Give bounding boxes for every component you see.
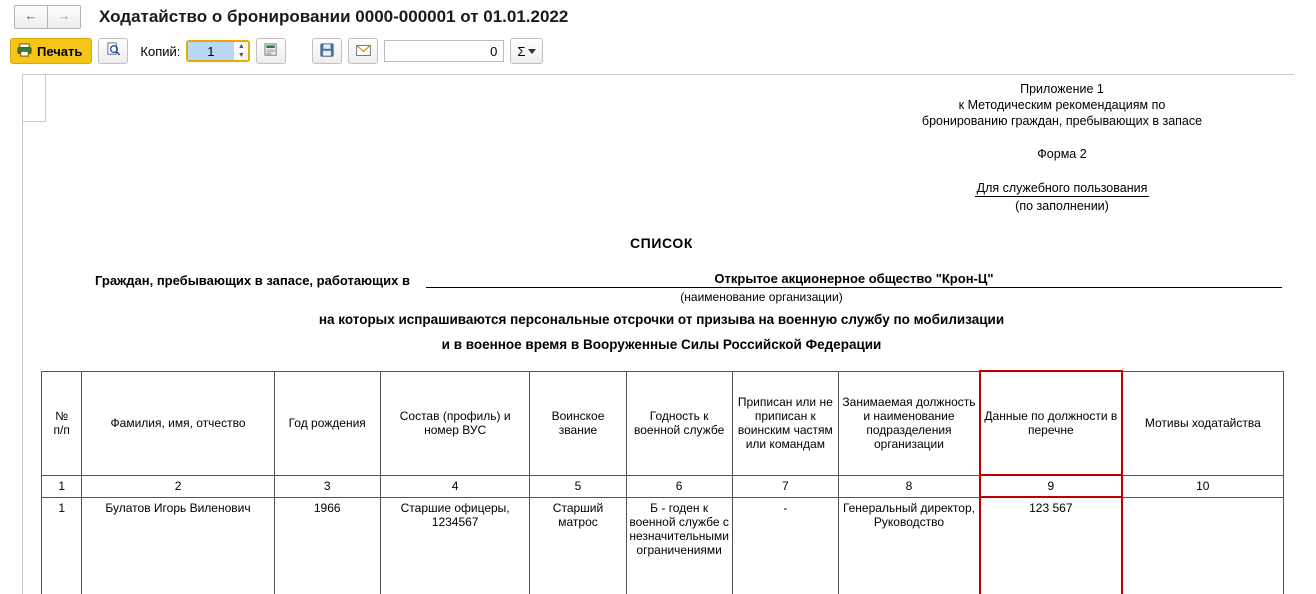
- column-number: 7: [732, 475, 838, 497]
- chevron-down-icon[interactable]: [528, 49, 536, 54]
- number-field[interactable]: [384, 40, 504, 62]
- sigma-icon: Σ: [517, 43, 526, 59]
- header-num-line1: №: [55, 409, 69, 423]
- print-preview-icon: [106, 42, 121, 60]
- copies-spin-arrows[interactable]: [233, 42, 248, 60]
- back-arrow-icon[interactable]: ←: [14, 5, 47, 29]
- copies-input[interactable]: [188, 42, 233, 60]
- column-number: 3: [274, 475, 380, 497]
- persons-table: [41, 370, 1284, 594]
- header-num-line2: п/п: [53, 423, 70, 437]
- cell-birth-year: 1966: [274, 497, 380, 594]
- column-number: 6: [626, 475, 732, 497]
- mail-icon: [356, 44, 371, 59]
- organization-name: Открытое акционерное общество "Крон-Ц": [714, 271, 994, 286]
- cell-row-number: 1: [42, 497, 82, 594]
- table-header-cell: [42, 371, 82, 475]
- copies-stepper[interactable]: [186, 40, 250, 62]
- table-row[interactable]: [42, 497, 1284, 594]
- navigation-buttons: [14, 5, 81, 29]
- cell-position: Генеральный директор, Руководство: [838, 497, 980, 594]
- organization-label: Граждан, пребывающих в запасе, работающих в: [95, 273, 410, 288]
- copies-label: Копий:: [140, 43, 181, 59]
- organization-caption: (наименование организации): [680, 290, 843, 304]
- cell-fitness: Б - годен к военной службе с незначительными ограничениями: [626, 497, 732, 594]
- column-number: 1: [42, 475, 82, 497]
- table-column-numbers-row: [42, 475, 1284, 497]
- organization-row: [41, 271, 1282, 288]
- document-body: [23, 75, 1294, 594]
- organization-value-wrap: [426, 271, 1282, 288]
- subtitle-line-2: и в военное время в Вооруженные Силы Российской Федерации: [441, 337, 882, 352]
- form-number: Форма 2: [1037, 147, 1087, 161]
- print-toolbar: [0, 34, 1316, 70]
- table-header-cell: Воинское звание: [530, 371, 626, 475]
- official-use-block: [852, 181, 1272, 213]
- page-setup-icon: [264, 43, 279, 60]
- page-title: Ходатайство о бронировании 0000-000001 от 01.01.2022: [99, 7, 569, 26]
- appendix-line-2: к Методическим рекомендациям по: [958, 98, 1166, 112]
- table-header-row: [42, 371, 1284, 475]
- official-use-label: Для служебного пользования: [976, 181, 1148, 195]
- column-number-highlighted: 9: [980, 475, 1122, 497]
- print-preview-button[interactable]: [98, 38, 128, 64]
- spin-up-icon[interactable]: ▲: [237, 43, 245, 50]
- column-number: 10: [1122, 475, 1284, 497]
- table-header-cell: Занимаемая должность и наименование подразделения организации: [838, 371, 980, 475]
- save-icon: [320, 43, 334, 60]
- table-header-cell: Год рождения: [274, 371, 380, 475]
- column-number: 5: [530, 475, 626, 497]
- sum-button[interactable]: [510, 38, 543, 64]
- window-header: [0, 0, 1316, 34]
- column-number: 8: [838, 475, 980, 497]
- appendix-block: [852, 81, 1272, 129]
- table-header-cell: Годность к военной службе: [626, 371, 732, 475]
- table-header-cell: Фамилия, имя, отчество: [82, 371, 274, 475]
- table-header-cell: Приписан или не приписан к воинским частям или командам: [732, 371, 838, 475]
- cell-list-data-highlighted: 123 567: [980, 497, 1122, 594]
- subtitle-line-1: на которых испрашиваются персональные отсрочки от призыва на военную службу по мобилизации: [318, 312, 1005, 327]
- table-header-cell-highlighted: Данные по должности в перечне: [980, 371, 1122, 475]
- cell-reasons: [1122, 497, 1284, 594]
- table-header-cell: Мотивы ходатайства: [1122, 371, 1284, 475]
- print-button[interactable]: [10, 38, 92, 64]
- document-heading: СПИСОК: [629, 235, 694, 251]
- official-use-sub: (по заполнении): [1015, 199, 1109, 213]
- printer-icon: [17, 43, 32, 60]
- appendix-line-3: бронированию граждан, пребывающих в запасе: [921, 114, 1203, 128]
- page-setup-button[interactable]: [256, 38, 286, 64]
- cell-rank: Старший матрос: [530, 497, 626, 594]
- print-button-label: Печать: [37, 43, 83, 59]
- spin-down-icon[interactable]: ▼: [237, 52, 245, 59]
- appendix-line-1: Приложение 1: [1020, 82, 1104, 96]
- cell-full-name: Булатов Игорь Виленович: [82, 497, 274, 594]
- column-number: 2: [82, 475, 274, 497]
- table-header-cell: Состав (профиль) и номер ВУС: [380, 371, 530, 475]
- column-number: 4: [380, 475, 530, 497]
- cell-assigned: -: [732, 497, 838, 594]
- forward-arrow-icon[interactable]: →: [47, 5, 81, 29]
- document-sheet: [22, 74, 1294, 594]
- save-button[interactable]: [312, 38, 342, 64]
- mail-button[interactable]: [348, 38, 378, 64]
- cell-vus: Старшие офицеры, 1234567: [380, 497, 530, 594]
- sheet-corner-cell: [23, 75, 46, 122]
